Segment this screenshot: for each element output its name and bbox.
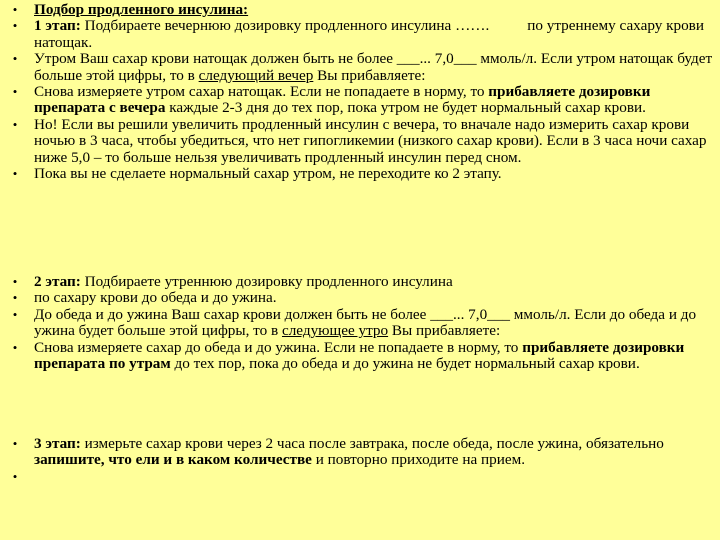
bullet-icon: •	[12, 306, 18, 322]
step3-text-a: измерьте сахар крови через 2 часа после завтрака, после обеда, после ужина, обязательно	[80, 435, 664, 452]
section-1-list	[8, 2, 720, 182]
step1-text-b: по утреннему сахару крови натощак.	[34, 17, 704, 51]
list-item-before	[8, 307, 720, 340]
before-underline: следующее утро	[281, 322, 389, 340]
step3-text-b: и повторно приходите на прием.	[311, 451, 525, 469]
bullet-icon: •	[12, 468, 18, 484]
bullet-icon: •	[12, 274, 18, 289]
before-text-b: Вы прибавляете:	[388, 322, 501, 340]
but-text: Но! Если вы решили увеличить продленный инсулин с вечера, то вначале надо измерить сахар крови ночью в 3 часа, чтобы убедиться, что нет гипогликемии (низкого сахар крови). Если в 3 часа ночи сахар ниже 5,0 – то больше нельзя увеличивать продленный инсулин перед сном.	[34, 115, 707, 166]
morning-text-b: Вы прибавляете:	[313, 66, 426, 84]
section-2-list	[8, 274, 720, 372]
morning-underline: следующий вечер	[198, 66, 314, 84]
bullet-icon: •	[12, 166, 18, 182]
bullet-icon: •	[12, 51, 18, 67]
again-text-a: Снова измеряете утром сахар натощак. Если не попадаете в норму, то	[34, 83, 489, 101]
bullet-icon: •	[12, 18, 18, 34]
step3-bold: запишите, что ели и в каком количестве	[34, 451, 312, 469]
bullet-icon: •	[12, 84, 18, 100]
list-item-morning	[8, 51, 720, 84]
section-3-list	[8, 436, 720, 485]
step1-text-a: Подбираете вечернюю дозировку продленного инсулина …….	[80, 17, 490, 35]
step2-label: 2 этап:	[34, 273, 81, 290]
list-item-sugar	[8, 290, 720, 306]
until-text: Пока вы не сделаете нормальный сахар утром, не переходите ко 2 этапу.	[34, 165, 502, 183]
bullet-icon: •	[12, 2, 18, 17]
step3-label: 3 этап:	[34, 435, 81, 452]
bullet-icon: •	[12, 436, 18, 451]
list-item-until	[8, 166, 720, 182]
list-item-step2	[8, 274, 720, 290]
step2-text: Подбираете утреннюю дозировку продленного инсулина	[80, 273, 453, 290]
bullet-icon: •	[12, 290, 18, 306]
bullet-icon: •	[12, 339, 18, 355]
list-item-again-2	[8, 340, 720, 373]
bullet-icon: •	[12, 116, 18, 132]
morning-text-a: Утром Ваш сахар крови натощак должен быть не более ___... 7,0___ ммоль/л. Если утром натощак будет больше этой цифры, то в	[34, 50, 713, 84]
again2-text-a: Снова измеряете сахар до обеда и до ужина. Если не попадаете в норму, то	[34, 338, 523, 356]
list-item-but	[8, 117, 720, 166]
list-item-step1	[8, 18, 720, 51]
before-text-a: До обеда и до ужина Ваш сахар крови должен быть не более ___... 7,0___ ммоль/л. Если до обеда и до ужина будет больше этой цифры, то в	[34, 305, 697, 340]
list-item-empty	[8, 469, 720, 485]
list-item-title	[8, 2, 720, 18]
list-item-again	[8, 84, 720, 117]
list-item-step3	[8, 436, 720, 469]
again-bold: прибавляете дозировки препарата с вечера	[34, 83, 651, 117]
again2-bold: прибавляете дозировки препарата по утрам	[34, 338, 685, 373]
again-text-b: каждые 2-3 дня до тех пор, пока утром не будет нормальный сахар крови.	[165, 99, 646, 117]
step1-label: 1 этап:	[34, 17, 81, 35]
sugar-text: по сахару крови до обеда и до ужина.	[34, 289, 277, 307]
section-title: Подбор продленного инсулина:	[34, 1, 249, 18]
again2-text-b: до тех пор, пока до обеда и до ужина не будет нормальный сахар крови.	[170, 355, 640, 373]
